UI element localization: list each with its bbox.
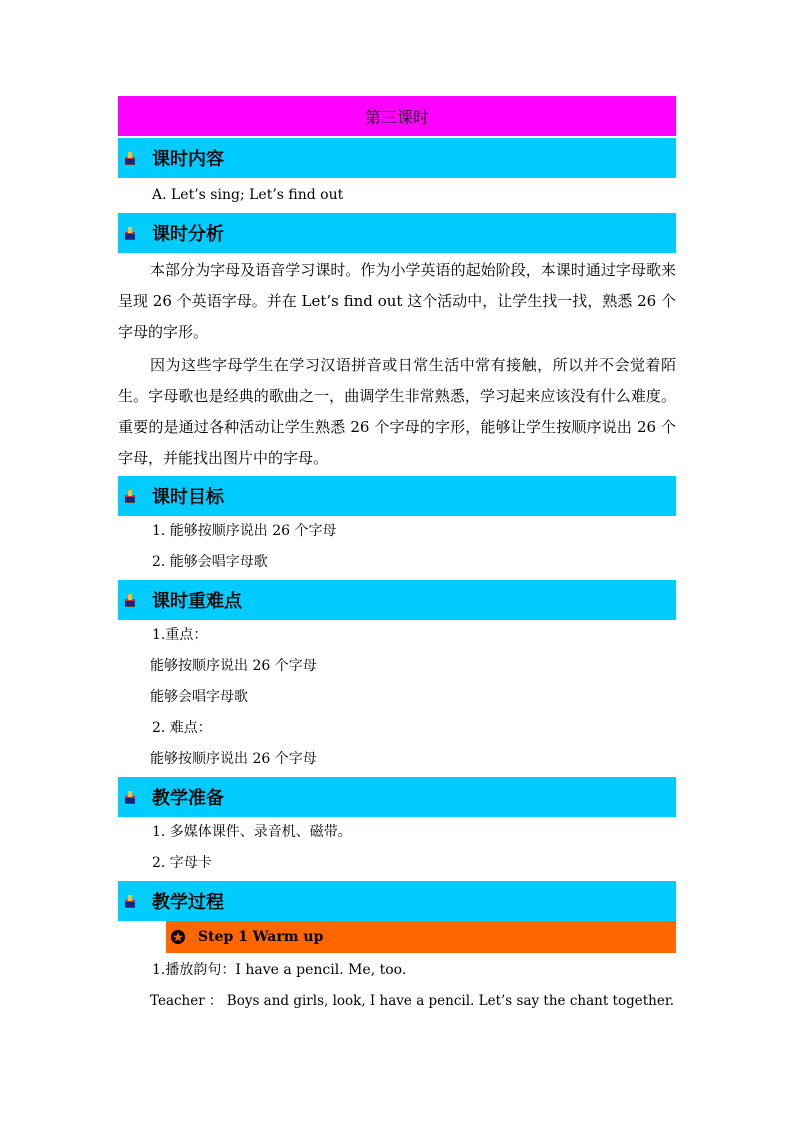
step-header xyxy=(166,921,676,953)
section-header-preparation xyxy=(118,777,676,817)
analysis-paragraph: 本部分为字母及语音学习课时。作为小学英语的起始阶段，本课时通过字母歌来呈现 26 个英语字母。并在 Let’s find out 这个活动中，让学生找一找，熟悉 26 个字母的字形。 xyxy=(118,261,676,341)
star-circle-icon xyxy=(170,929,186,945)
section-heading: 课时分析 xyxy=(152,224,224,245)
preparation-item: 2. 字母卡 xyxy=(152,855,212,871)
section-heading: 课时目标 xyxy=(152,487,224,508)
key-point-line: 能够按顺序说出 26 个字母 xyxy=(150,751,317,767)
analysis-paragraph: 因为这些字母学生在学习汉语拼音或日常生活中常有接触，所以并不会觉着陌生。字母歌也是经典的歌曲之一，曲调学生非常熟悉，学习起来应该没有什么难度。重要的是通过各种活动让学生熟悉 26 个字母的字形，能够让学生按顺序说出 26 个字母，并能找出图片中的字母。 xyxy=(118,356,676,467)
section-heading: 教学准备 xyxy=(152,788,224,809)
section-header-key-points xyxy=(118,580,676,620)
key-point-line: 2. 难点： xyxy=(152,720,212,736)
bullet-book-icon xyxy=(122,150,138,166)
section-heading: 课时重难点 xyxy=(152,591,242,612)
section-header-objectives xyxy=(118,476,676,516)
objective-item: 1. 能够按顺序说出 26 个字母 xyxy=(152,523,337,539)
section-heading: 教学过程 xyxy=(152,892,224,913)
section-heading: 课时内容 xyxy=(152,149,224,170)
section-header-procedure xyxy=(118,881,676,921)
bullet-book-icon xyxy=(122,789,138,805)
key-point-line: 能够会唱字母歌 xyxy=(150,689,248,705)
bullet-book-icon xyxy=(122,893,138,909)
section-header-analysis xyxy=(118,213,676,253)
bullet-book-icon xyxy=(122,592,138,608)
procedure-line: Teacher ： Boys and girls, look, I have a pencil. Let’s say the chant together. xyxy=(150,993,675,1009)
bullet-book-icon xyxy=(122,225,138,241)
preparation-item: 1. 多媒体课件、录音机、磁带。 xyxy=(152,824,352,840)
bullet-book-icon xyxy=(122,488,138,504)
key-point-line: 能够按顺序说出 26 个字母 xyxy=(150,658,317,674)
document-page xyxy=(118,96,676,1017)
section-header-content xyxy=(118,138,676,178)
key-point-line: 1.重点： xyxy=(152,627,208,643)
step-title: Step 1 Warm up xyxy=(198,929,324,945)
procedure-line: 1.播放韵句：I have a pencil. Me, too. xyxy=(152,962,407,978)
content-line: A. Let’s sing; Let’s find out xyxy=(152,187,344,203)
objective-item: 2. 能够会唱字母歌 xyxy=(152,554,268,570)
lesson-title: 第三课时 xyxy=(118,96,676,136)
